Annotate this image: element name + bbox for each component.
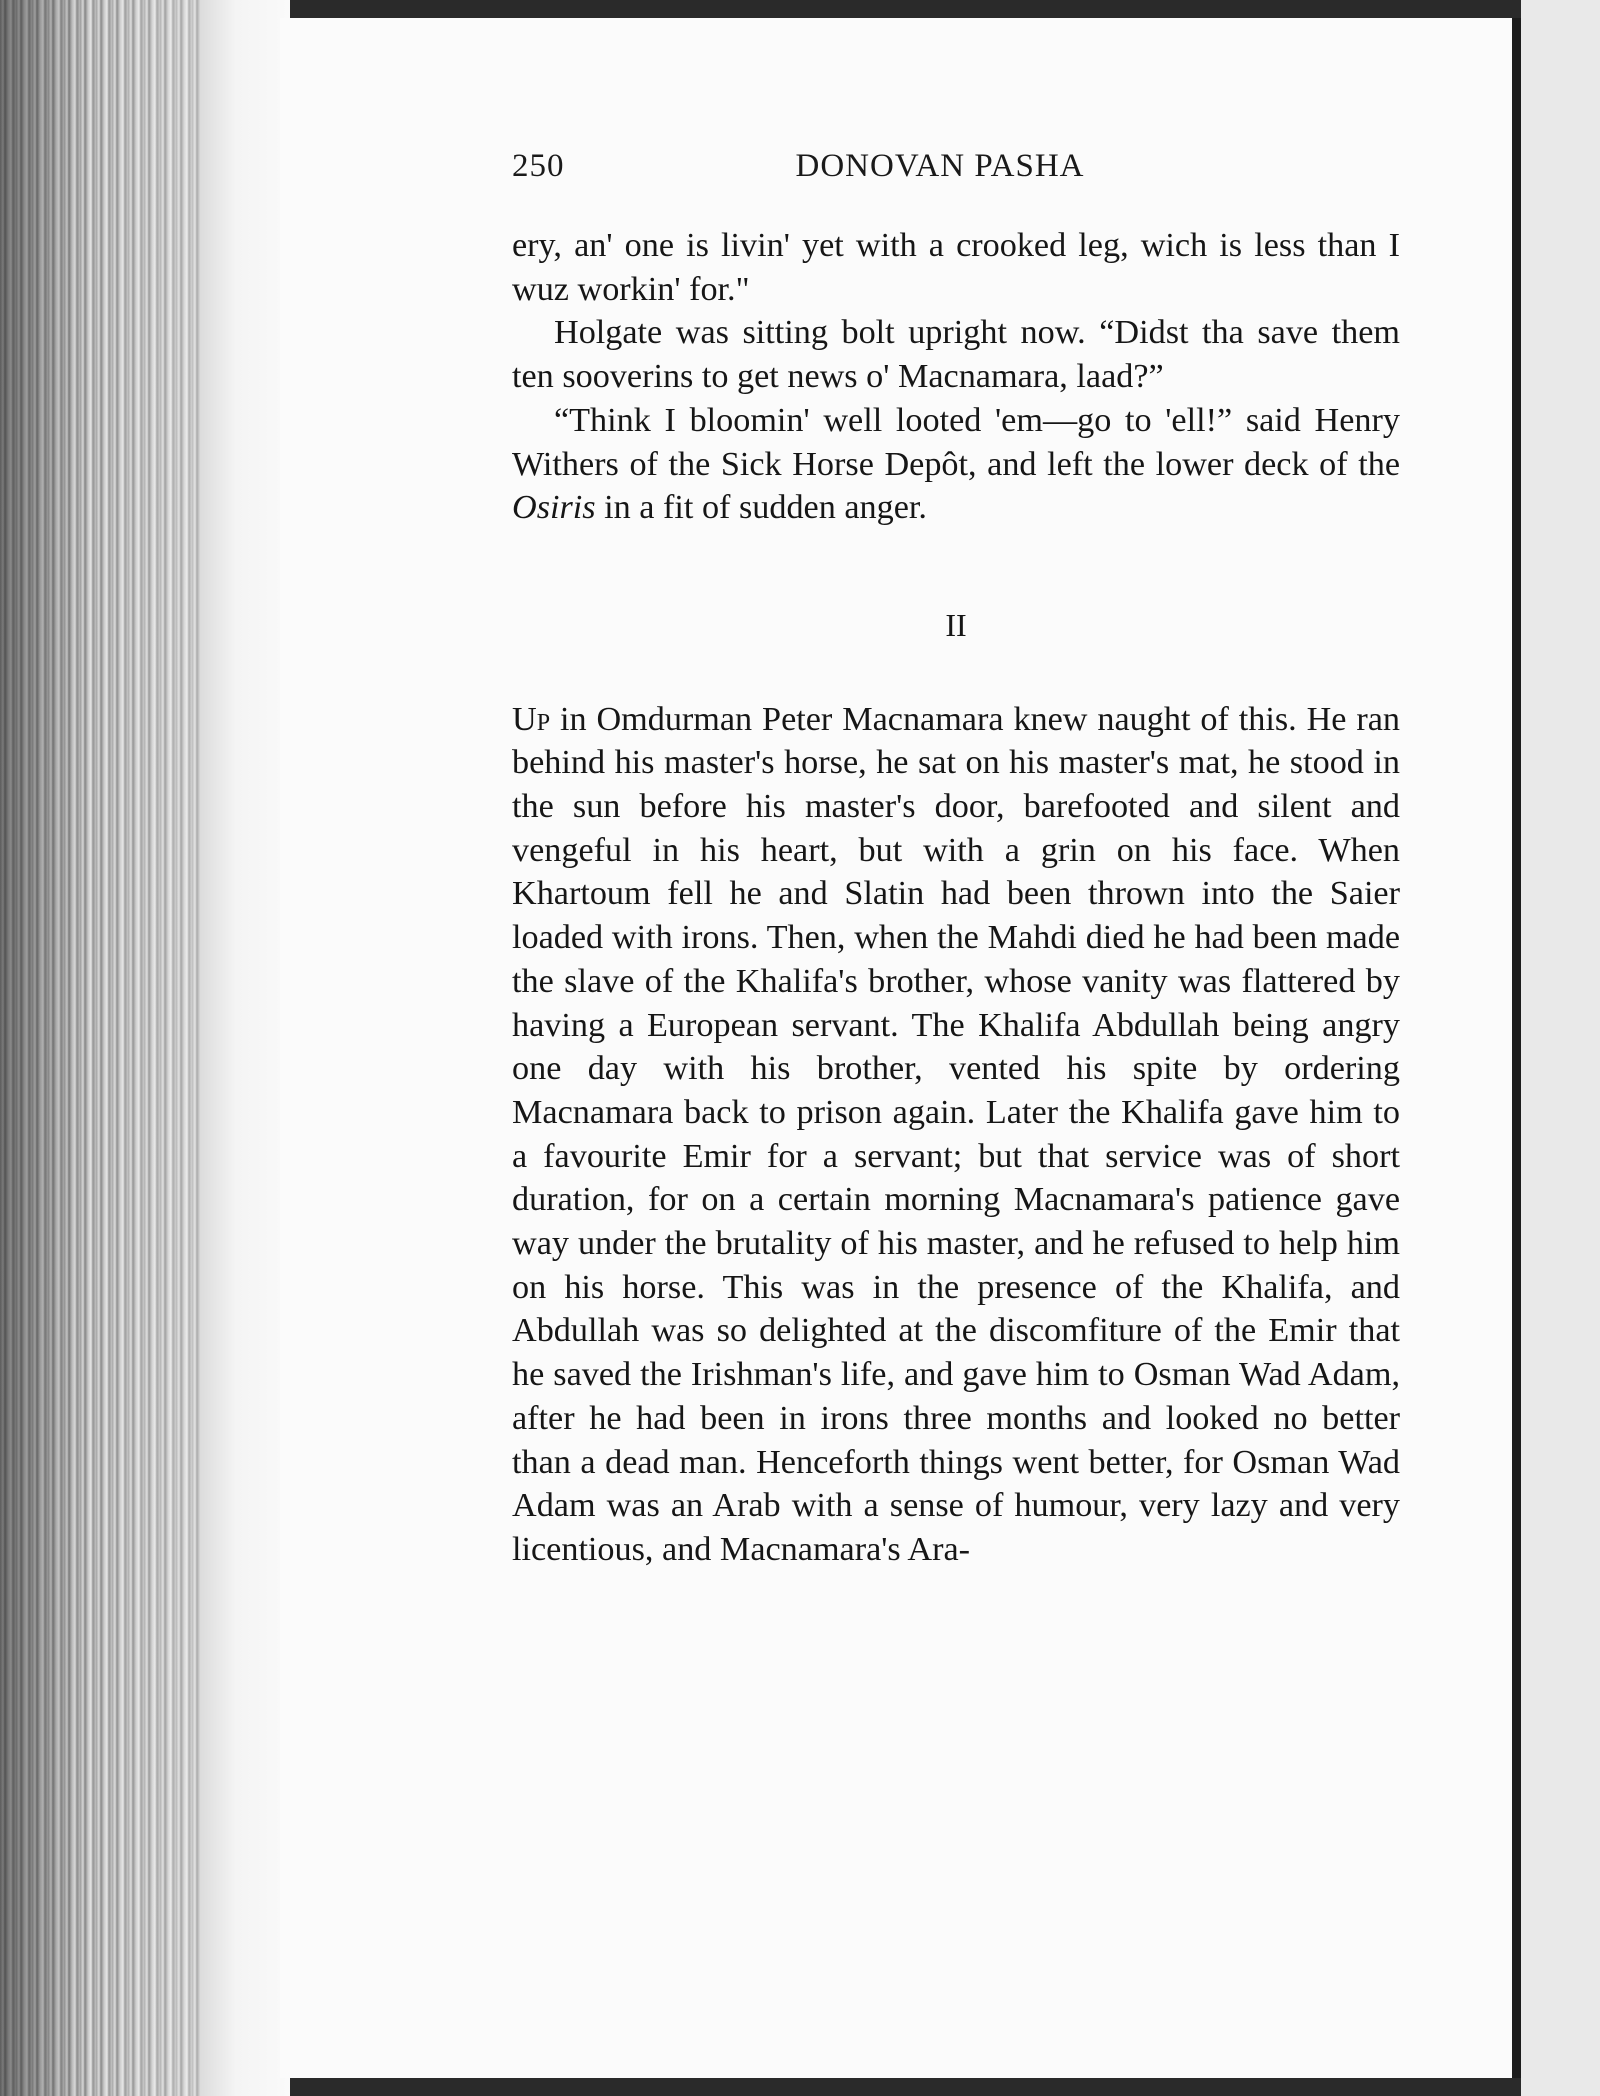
paragraph-omdurman-text: in Omdurman Peter Macnamara knew naught of this. He ran behind his master's horse, he sat on his master's mat, he stood in the sun before his master's door, barefooted and silent and vengeful in his heart, but with a grin on his face. When Khartoum fell he and Slatin had been thrown into the Saier loaded with irons. Then, when the Mahdi died he had been made the slave of the Khalifa's brother, whose vanity was flattered by having a European servant. The Khalifa Abdullah being angry one day with his brother, vented his spite by ordering Macnamara back to prison again. Later the Khalifa gave him to a favourite Emir for a servant; but that service was of short duration, for on a certain morning Macnamara's patience gave way under the brutality of his master, and he refused to help him on his horse. This was in the presence of the Khalifa, and Abdullah was so delighted at the discomfiture of the Emir that he saved the Irishman's life, and gave him to Osman Wad Adam, after he had been in irons three months and looked no better than a dead man. Henceforth things went better, for Osman Wad Adam was an Arab with a sense of humour, very lazy and very licentious, and Macnamara's Ara-: [512, 700, 1400, 1568]
opening-word: Up: [512, 700, 551, 738]
paragraph-withers-text: “Think I bloomin' well looted 'em—go to 'ell!” said Henry Withers of the Sick Horse Depôt, and left the lower deck of the: [512, 401, 1400, 483]
paragraph-holgate: Holgate was sitting bolt upright now. “Didst tha save them ten sooverins to get news o' Macnamara, laad?”: [512, 314, 1400, 396]
paragraph-withers: [512, 399, 1400, 530]
page-number: 250: [512, 148, 565, 184]
page-header: [512, 148, 1368, 194]
paragraph-omdurman: [512, 698, 1400, 1572]
book-gutter: [200, 0, 290, 2096]
facing-page-edge: [1521, 0, 1600, 2096]
paragraph-continuation: ery, an' one is livin' yet with a crooked leg, wich is less than I wuz workin' for.": [512, 227, 1400, 308]
paragraph-withers-end: in a fit of sudden anger.: [595, 489, 927, 527]
body-text: [512, 224, 1400, 1572]
section-heading: II: [945, 606, 967, 643]
ship-name: Osiris: [512, 489, 596, 527]
running-title: DONOVAN PASHA: [795, 148, 1085, 184]
